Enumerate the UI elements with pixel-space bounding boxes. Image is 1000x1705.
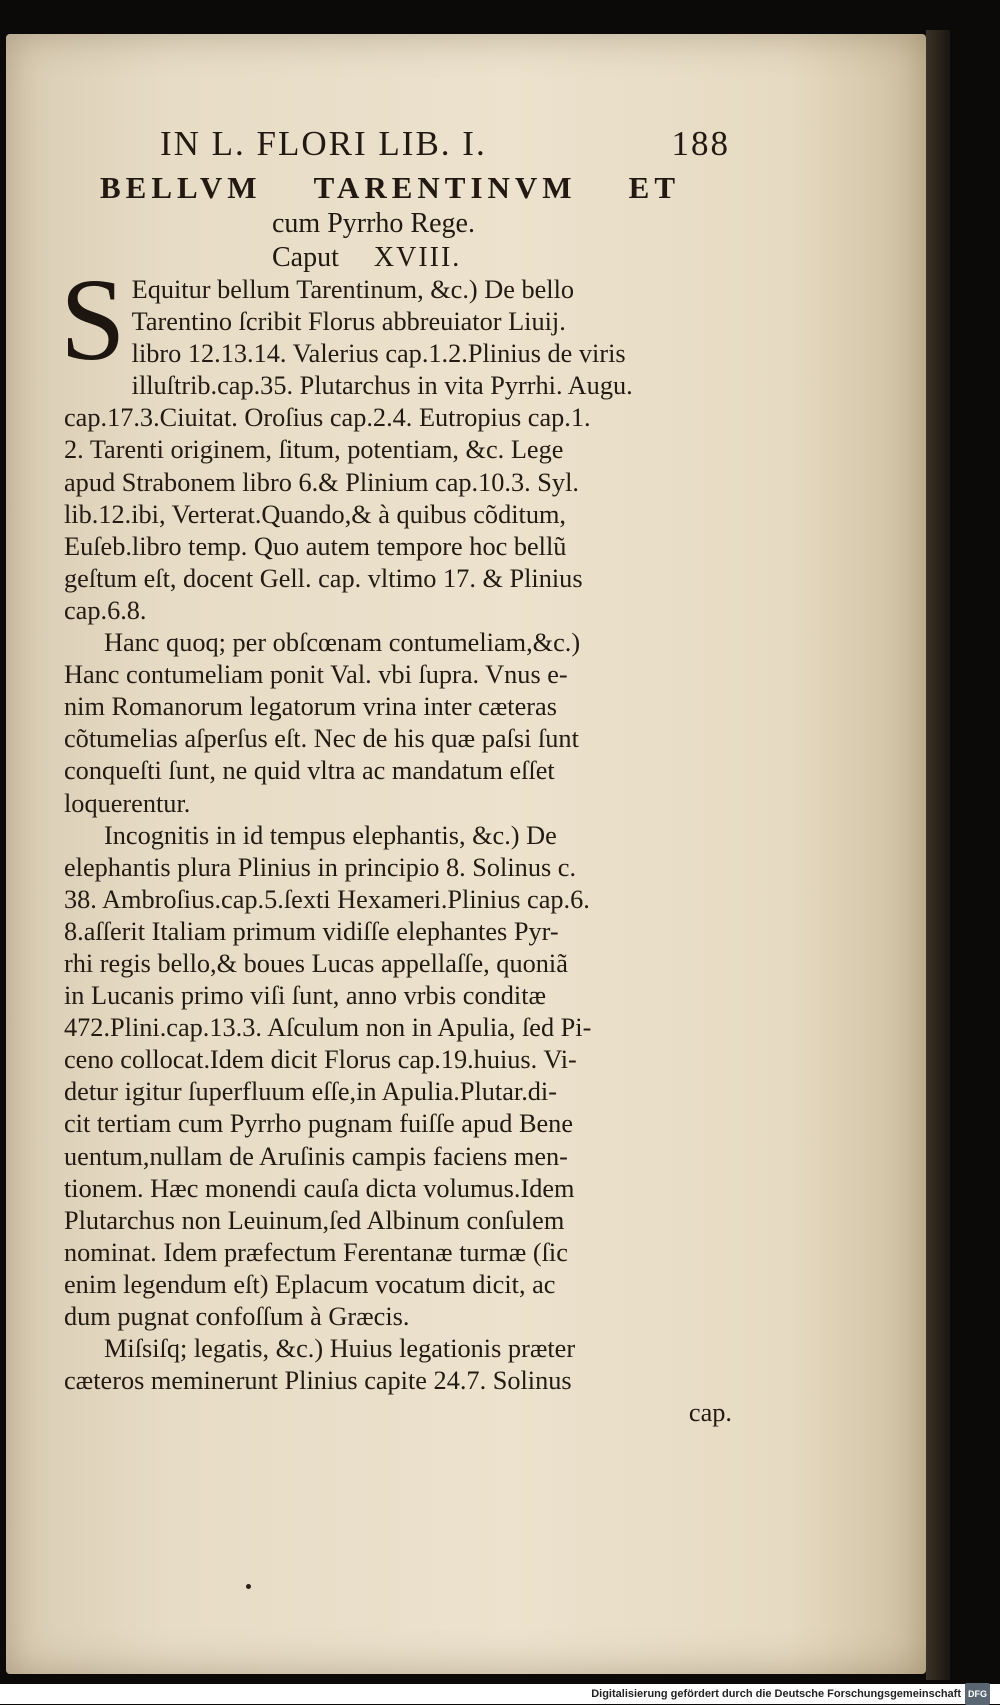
text-line: cap.17.3.Ciuitat. Oroſius cap.2.4. Eutropius cap.1. bbox=[64, 403, 591, 433]
text-line: enim legendum eſt) Eplacum vocatum dicit, ac bbox=[64, 1269, 556, 1299]
heading-word-1: BELLVM bbox=[100, 170, 262, 205]
digitization-footer bbox=[0, 1684, 1000, 1704]
heading-word-2: TARENTINVM bbox=[313, 170, 577, 205]
text-line: apud Strabonem libro 6.& Plinium cap.10.3. Syl. bbox=[64, 467, 579, 497]
page-number: 188 bbox=[671, 124, 730, 163]
text-line: ceno collocat.Idem dicit Florus cap.19.huius. Vi- bbox=[64, 1045, 577, 1075]
heading-word-3: ET bbox=[628, 170, 680, 205]
text-line: detur igitur ſuperfluum eſſe,in Apulia.Plutar.di- bbox=[64, 1077, 557, 1107]
chapter-heading-line-3 bbox=[272, 242, 680, 274]
text-line: nim Romanorum legatorum vrina inter cæteras bbox=[64, 692, 557, 722]
text-line: cap.6.8. bbox=[64, 595, 147, 625]
text-line: uentum,nullam de Aruſinis campis faciens men- bbox=[64, 1141, 568, 1171]
text-line: cõtumelias aſperſus eſt. Nec de his quæ paſsi ſunt bbox=[64, 724, 579, 754]
chapter-heading bbox=[100, 170, 680, 274]
paragraph-start: Hanc quoq; per obſcœnam contumeliam,&c.) bbox=[104, 628, 581, 658]
text-line: geſtum eſt, docent Gell. cap. vltimo 17. & Plinius bbox=[64, 563, 583, 593]
text-line: dum pugnat confoſſum à Græcis. bbox=[64, 1302, 410, 1331]
text-line: lib.12.ibi, Verterat.Quando,& à quibus cõditum, bbox=[64, 499, 567, 529]
drop-cap: S bbox=[60, 254, 126, 385]
text-line: cit tertiam cum Pyrrho pugnam fuiſſe apud Bene bbox=[64, 1109, 574, 1139]
text-line: cæteros meminerunt Plinius capite 24.7. Solinus bbox=[64, 1366, 572, 1396]
paragraph-start: Incognitis in id tempus elephantis, &c.) De bbox=[104, 820, 557, 850]
text-line: Hanc contumeliam ponit Val. vbi ſupra. Vnus e- bbox=[64, 660, 568, 690]
text-line: conqueſti ſunt, ne quid vltra ac mandatum eſſet bbox=[64, 756, 555, 786]
text-line: Plutarchus non Leuinum,ſed Albinum conſulem bbox=[64, 1205, 565, 1235]
text-line: 472.Plini.cap.13.3. Aſculum non in Apulia, ſed Pi- bbox=[64, 1013, 592, 1043]
caput-number: XVIII. bbox=[373, 242, 462, 273]
chapter-heading-line-1 bbox=[100, 170, 680, 206]
running-head-title: IN L. FLORI LIB. I. bbox=[160, 124, 487, 163]
text-line: 2. Tarenti originem, ſitum, potentiam, &c. Lege bbox=[64, 435, 564, 465]
footer-text: Digitalisierung gefördert durch die Deutsche Forschungsgemeinschaft bbox=[591, 1688, 961, 1700]
page-edge-shadow bbox=[926, 30, 950, 1680]
text-line: Euſeb.libro temp. Quo autem tempore hoc bellũ bbox=[64, 531, 567, 561]
text-line: illuſtrib.cap.35. Plutarchus in vita Pyrrhi. Augu. bbox=[131, 371, 633, 401]
text-line: Equitur bellum Tarentinum, &c.) De bello bbox=[131, 275, 575, 304]
text-line: loquerentur. bbox=[64, 788, 191, 818]
text-line: libro 12.13.14. Valerius cap.1.2.Plinius de viris bbox=[131, 339, 626, 369]
catchword: cap. bbox=[688, 1398, 732, 1428]
chapter-heading-line-2: cum Pyrrho Rege. bbox=[272, 208, 475, 239]
caput-label: Caput bbox=[272, 242, 339, 273]
text-line: rhi regis bello,& boues Lucas appellaſſe, quoniã bbox=[64, 948, 568, 978]
paragraph-start: Miſsiſq; legatis, &c.) Huius legationis præter bbox=[104, 1334, 576, 1364]
text-line: tionem. Hæc monendi cauſa dicta volumus.Idem bbox=[64, 1173, 575, 1203]
text-line: 38. Ambroſius.cap.5.ſexti Hexameri.Plinius cap.6. bbox=[64, 884, 590, 914]
dfg-logo: DFG bbox=[965, 1683, 990, 1705]
text-line: elephantis plura Plinius in principio 8. Solinus c. bbox=[64, 852, 577, 882]
text-line: in Lucanis primo viſi ſunt, anno vrbis conditæ bbox=[64, 981, 547, 1011]
text-line: 8.aſſerit Italiam primum vidiſſe elephantes Pyr- bbox=[64, 916, 559, 946]
running-head bbox=[160, 124, 730, 164]
text-line: Tarentino ſcribit Florus abbreuiator Liuij. bbox=[131, 307, 566, 337]
text-line: nominat. Idem præfectum Ferentanæ turmæ (ſic bbox=[64, 1237, 568, 1267]
ink-speck bbox=[246, 1584, 251, 1589]
